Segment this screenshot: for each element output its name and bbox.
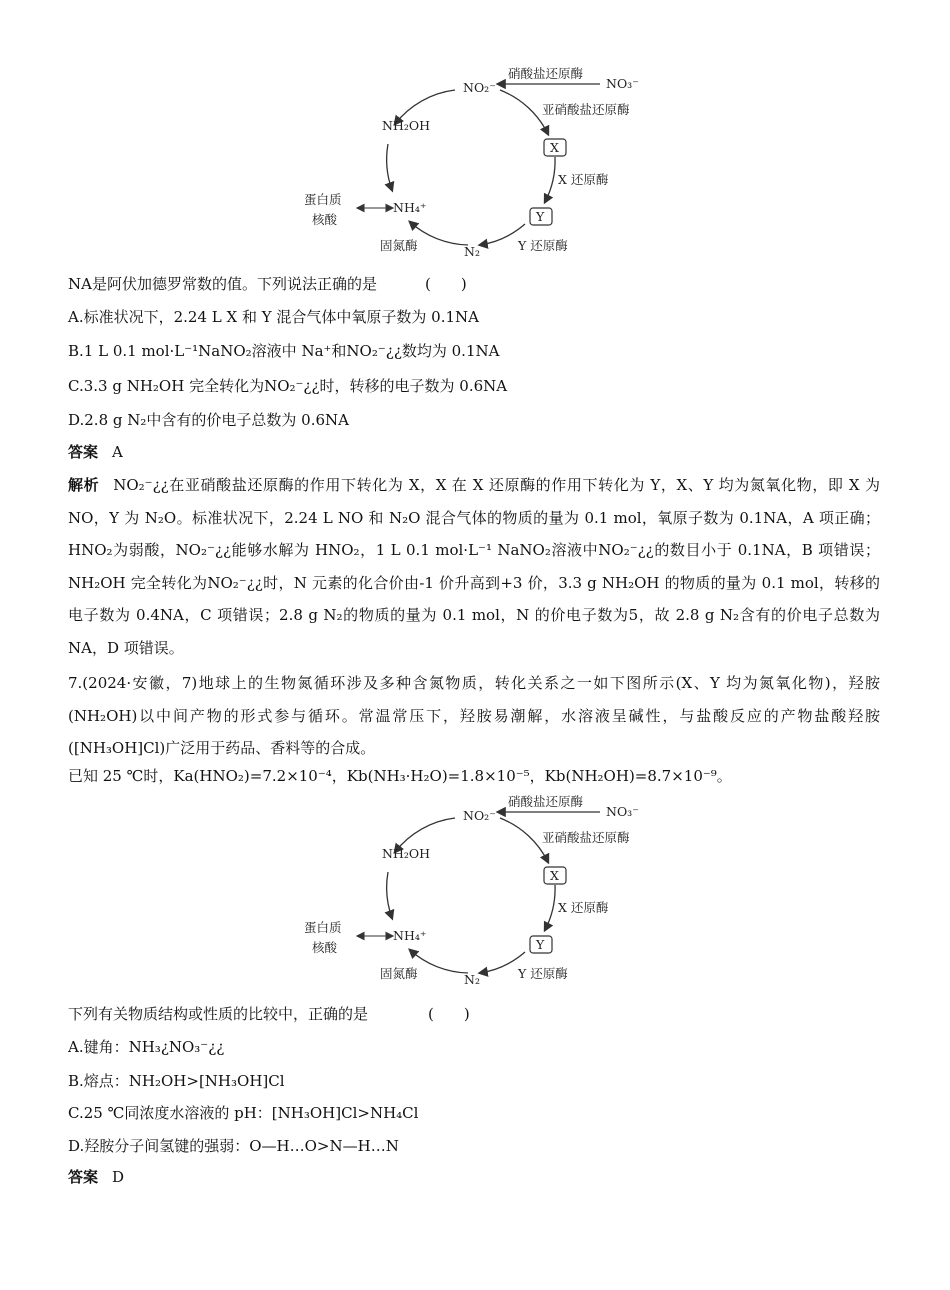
answer-label: 答案	[68, 443, 99, 461]
q6-option-d: D.2.8 g N₂中含有的价电子总数为 0.6NA	[68, 411, 349, 429]
nitrogenase-label: 固氮酶	[380, 966, 418, 981]
q7-question	[68, 1004, 470, 1024]
q7-option-c: C.25 ℃同浓度水溶液的 pH：[NH₃OH]Cl>NH₄Cl	[68, 1104, 419, 1122]
q7-option-d: D.羟胺分子间氢键的强弱：O—H…O>N—H…N	[68, 1137, 399, 1155]
q6-option-c: C.3.3 g NH₂OH 完全转化为NO₂⁻¿¿时，转移的电子数为 0.6NA	[68, 377, 508, 395]
protein-label: 蛋白质	[304, 920, 342, 935]
q6-answer	[68, 442, 123, 462]
q6-answer-paren: ( )	[424, 275, 467, 293]
analysis-text: NO₂⁻¿¿在亚硝酸盐还原酶的作用下转化为 X，X 在 X 还原酶的作用下转化为 Y，X、Y 均为氮氧化物，即 X 为 NO，Y 为 N₂O。标准状况下，2.24 L NO 和 N₂O 混合气体的物质的量为 0.1 mol，氧原子数为 0.1NA，A 项正确；HNO₂为弱酸，NO₂⁻¿¿能够水解为 HNO₂，1 L 0.1 mol·L⁻¹ NaNO₂溶液中NO₂⁻¿¿的数目小于 0.1NA，B 项错误；NH₂OH 完全转化为NO₂⁻¿¿时，N 元素的化合价由-1 价升高到+3 价，3.3 g NH₂OH 的物质的量为 0.1 mol，转移的电子数为 0.4NA，C 项错误；2.8 g N₂的物质的量为 0.1 mol，N 的价电子数为5，故 2.8 g N₂含有的价电子总数为 NA，D 项错误。	[68, 476, 880, 657]
no3-label: NO₃⁻	[606, 76, 639, 91]
x-label: X	[550, 868, 559, 883]
nitrogenase-label: 固氮酶	[380, 238, 418, 253]
q7-option-b: B.熔点：NH₂OH>[NH₃OH]Cl	[68, 1072, 285, 1090]
nucleic-label: 核酸	[312, 212, 338, 227]
answer-value: A	[112, 443, 123, 461]
q6-analysis	[68, 469, 880, 664]
x-label: X	[550, 140, 559, 155]
no3-label: NO₃⁻	[606, 804, 639, 819]
protein-label: 蛋白质	[304, 192, 342, 207]
nh2oh-label: NH₂OH	[382, 118, 430, 133]
q6-option-a: A.标准状况下，2.24 L X 和 Y 混合气体中氧原子数为 0.1NA	[68, 308, 479, 326]
q6-stem-text: NA是阿伏加德罗常数的值。下列说法正确的是	[68, 275, 377, 293]
y-reductase-label: Y 还原酶	[518, 966, 568, 981]
nitrate-reductase-label: 硝酸盐还原酶	[508, 794, 584, 809]
nh2oh-label: NH₂OH	[382, 846, 430, 861]
nitrogen-cycle-svg	[280, 62, 680, 262]
y-reductase-label: Y 还原酶	[518, 238, 568, 253]
answer-value: D	[112, 1168, 125, 1186]
q7-stem: 7.(2024·安徽，7)地球上的生物氮循环涉及多种含氮物质，转化关系之一如下图所示(X、Y 均为氮氧化物)，羟胺(NH₂OH)以中间产物的形式参与循环。常温常压下，羟胺易潮解，水溶液呈碱性，与盐酸反应的产物盐酸羟胺([NH₃OH]Cl)广泛用于药品、香料等的合成。	[68, 674, 880, 757]
nucleic-label: 核酸	[312, 940, 338, 955]
q6-option-b: B.1 L 0.1 mol·L⁻¹NaNO₂溶液中 Na⁺和NO₂⁻¿¿数均为 0.1NA	[68, 342, 500, 360]
q7-answer-paren: ( )	[428, 1005, 470, 1023]
n2-label: N₂	[464, 972, 480, 987]
nitrogen-cycle-diagram-1	[280, 62, 680, 262]
nitrate-reductase-label: 硝酸盐还原酶	[508, 66, 584, 81]
y-label: Y	[536, 209, 545, 224]
no2-label: NO₂⁻	[463, 80, 496, 95]
q7-question-text: 下列有关物质结构或性质的比较中，正确的是	[68, 1005, 369, 1023]
y-label: Y	[536, 937, 545, 952]
nitrite-reductase-label: 亚硝酸盐还原酶	[542, 102, 630, 117]
analysis-label: 解析	[68, 476, 100, 494]
n2-label: N₂	[464, 244, 480, 259]
no2-label: NO₂⁻	[463, 808, 496, 823]
q7-option-a: A.键角：NH₃¿NO₃⁻¿¿	[68, 1038, 225, 1056]
x-reductase-label: X 还原酶	[558, 900, 609, 915]
x-reductase-label: X 还原酶	[558, 172, 609, 187]
q7-answer	[68, 1167, 124, 1187]
answer-label: 答案	[68, 1168, 99, 1186]
nh4-label: NH₄⁺	[393, 928, 427, 943]
nitrogen-cycle-svg-2	[280, 790, 680, 990]
nh4-label: NH₄⁺	[393, 200, 427, 215]
nitrogen-cycle-diagram-2	[280, 790, 680, 990]
nitrite-reductase-label: 亚硝酸盐还原酶	[542, 830, 630, 845]
q7-known-constants: 已知 25 ℃时，Ka(HNO₂)=7.2×10⁻⁴，Kb(NH₃·H₂O)=1.8×10⁻⁵，Kb(NH₂OH)=8.7×10⁻⁹。	[68, 767, 732, 785]
q6-stem	[68, 274, 467, 294]
